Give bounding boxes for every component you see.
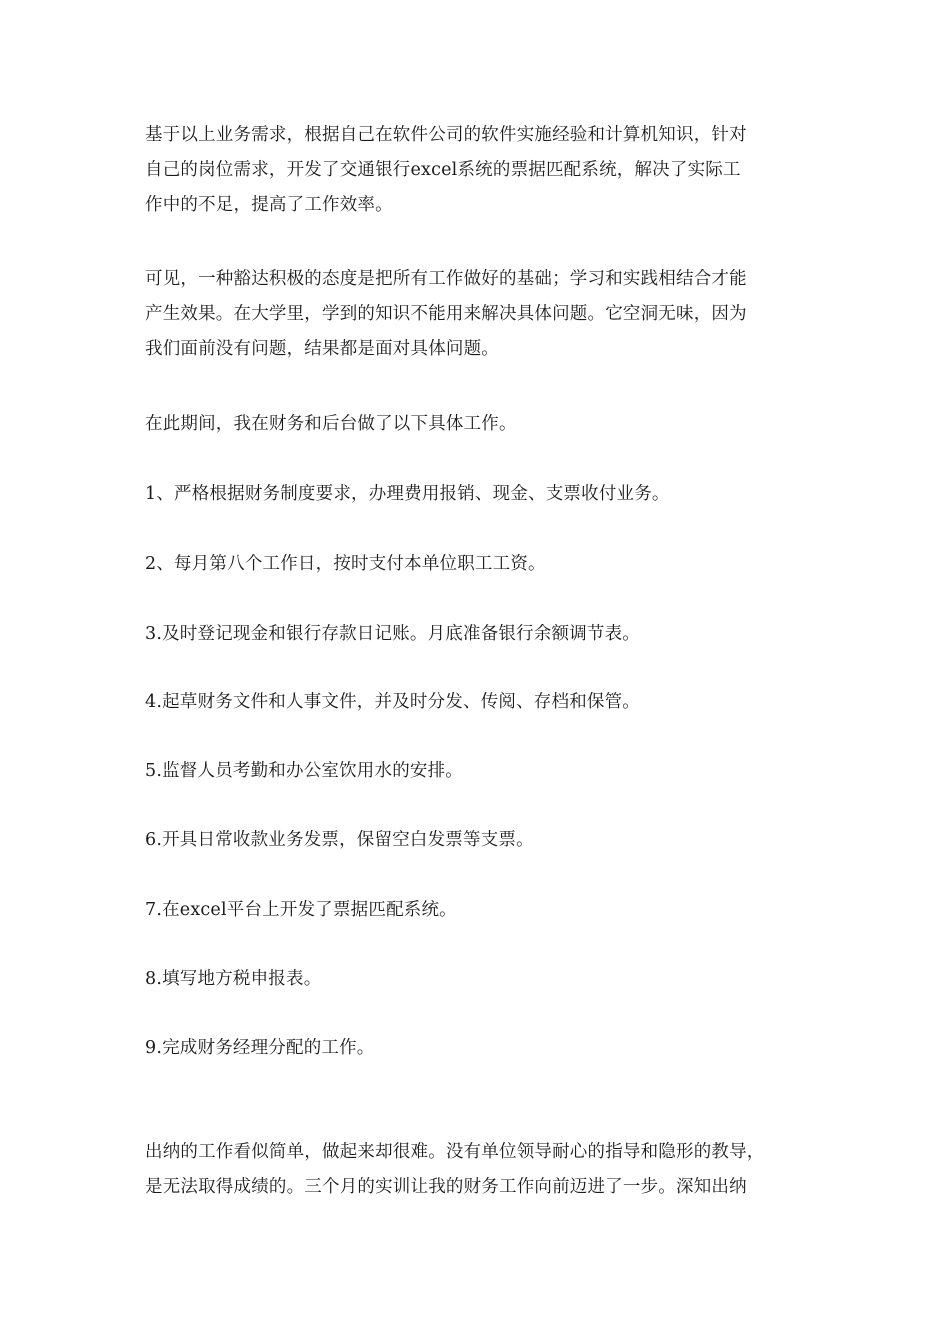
intro-line-1: 基于以上业务需求，根据自己在软件公司的软件实施经验和计算机知识，针对 <box>145 125 747 145</box>
conclusion-line-1: 出纳的工作看似简单，做起来却很难。没有单位领导耐心的指导和隐形的教导， <box>145 1142 765 1162</box>
reflection-line-2: 产生效果。在大学里，学到的知识不能用来解决具体问题。它空洞无味，因为 <box>145 304 747 324</box>
list-item <box>145 823 810 858</box>
list-item-7: 7.在excel平台上开发了票据匹配系统。 <box>145 900 457 920</box>
list-item <box>145 962 810 997</box>
work-intro-line: 在此期间，我在财务和后台做了以下具体工作。 <box>145 414 517 434</box>
list-item-1: 1、严格根据财务制度要求，办理费用报销、现金、支票收付业务。 <box>145 484 670 504</box>
reflection-line-1: 可见，一种豁达积极的态度是把所有工作做好的基础；学习和实践相结合才能 <box>145 269 747 289</box>
list-item-8: 8.填写地方税申报表。 <box>145 969 322 989</box>
list-item-4: 4.起草财务文件和人事文件，并及时分发、传阅、存档和保管。 <box>145 692 640 712</box>
intro-paragraph <box>145 118 810 223</box>
list-item <box>145 754 810 789</box>
intro-line-2: 自己的岗位需求，开发了交通银行excel系统的票据匹配系统，解决了实际工 <box>145 160 741 180</box>
list-item-6: 6.开具日常收款业务发票，保留空白发票等支票。 <box>145 830 534 850</box>
list-item-5: 5.监督人员考勤和办公室饮用水的安排。 <box>145 761 463 781</box>
list-item <box>145 617 810 652</box>
work-intro-paragraph <box>145 407 810 442</box>
list-item <box>145 1031 810 1066</box>
list-item <box>145 893 810 928</box>
list-item-3: 3.及时登记现金和银行存款日记账。月底准备银行余额调节表。 <box>145 624 640 644</box>
list-item <box>145 477 810 512</box>
list-item <box>145 547 810 582</box>
list-item-9: 9.完成财务经理分配的工作。 <box>145 1038 375 1058</box>
conclusion-line-2: 是无法取得成绩的。三个月的实训让我的财务工作向前迈进了一步。深知出纳 <box>145 1177 747 1197</box>
list-item <box>145 685 810 720</box>
reflection-line-3: 我们面前没有问题，结果都是面对具体问题。 <box>145 339 499 359</box>
list-item-2: 2、每月第八个工作日，按时支付本单位职工工资。 <box>145 554 546 574</box>
reflection-paragraph <box>145 262 810 367</box>
intro-line-3: 作中的不足，提高了工作效率。 <box>145 195 393 215</box>
conclusion-paragraph <box>145 1135 810 1205</box>
